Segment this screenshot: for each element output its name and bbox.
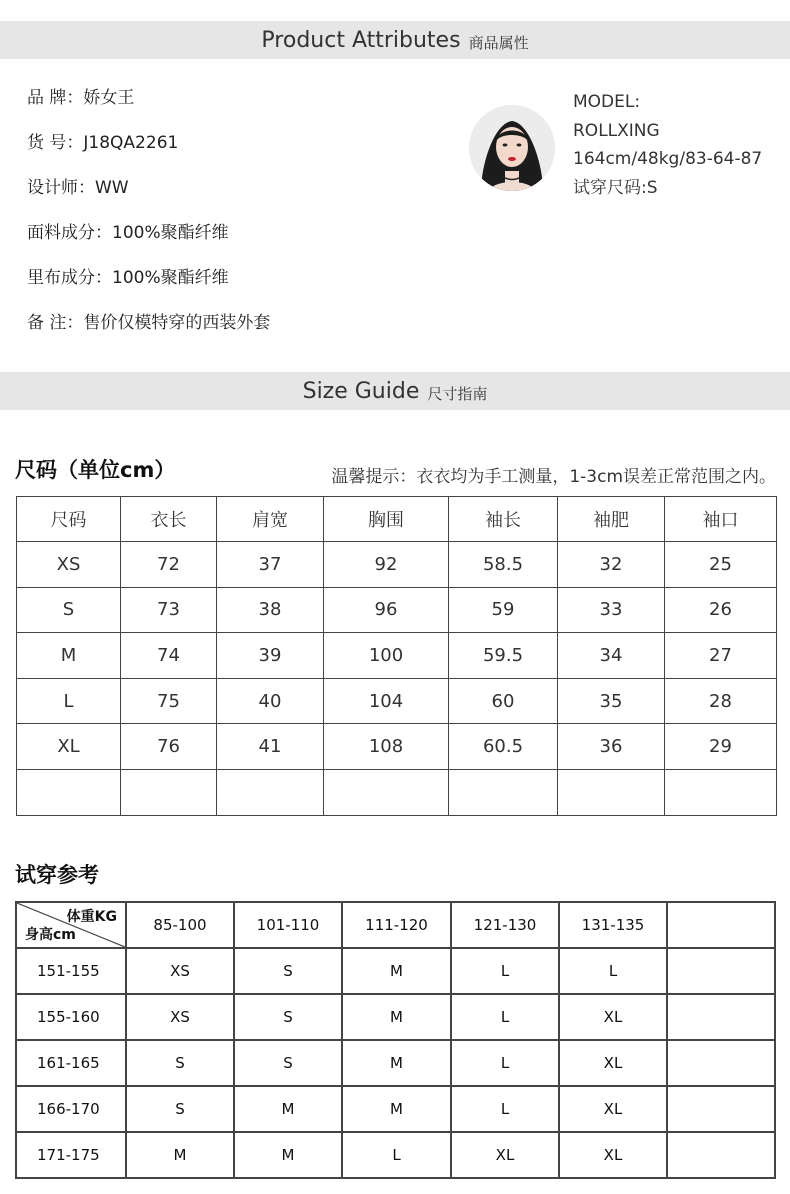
size-chart-title: 尺码（单位cm） [15, 458, 176, 482]
fit-size-cell: L [451, 994, 559, 1040]
fit-row [16, 1040, 775, 1086]
size-cell: 37 [217, 542, 324, 588]
fit-size-cell: XL [559, 994, 667, 1040]
size-cell: 59 [449, 587, 558, 633]
size-cell: 59.5 [449, 633, 558, 679]
size-cell: 60.5 [449, 724, 558, 770]
size-cell: 40 [217, 678, 324, 724]
fit-size-cell: M [342, 994, 451, 1040]
size-cell [121, 769, 217, 815]
fit-size-cell: M [342, 1040, 451, 1086]
fit-reference-table [15, 901, 776, 1179]
attribute-brand: 品 牌：娇女王 [27, 88, 135, 108]
fit-size-cell: L [451, 948, 559, 994]
height-axis-label: 身高cm [25, 927, 76, 943]
fit-row [16, 1132, 775, 1178]
size-chart-table [16, 496, 777, 816]
size-cell: 27 [665, 633, 777, 679]
size-cell [558, 769, 665, 815]
size-cell: 58.5 [449, 542, 558, 588]
size-cell: 76 [121, 724, 217, 770]
model-label: MODEL: [573, 92, 641, 112]
size-header-cell: 袖肥 [558, 497, 665, 542]
fit-size-cell [667, 1132, 775, 1178]
size-cell: 72 [121, 542, 217, 588]
size-row [17, 542, 777, 588]
fit-size-cell: S [234, 994, 342, 1040]
banner-title-en: Size Guide [302, 378, 420, 404]
banner-title-cn: 尺寸指南 [427, 384, 488, 403]
fit-size-cell: M [126, 1132, 234, 1178]
size-row [17, 724, 777, 770]
model-fit-size: 试穿尺码:S [573, 177, 658, 198]
measurement-tip: 温馨提示：衣衣均为手工测量，1-3cm误差正常范围之内。 [331, 467, 776, 487]
attribute-designer: 设计师：WW [27, 178, 129, 198]
attribute-note: 备 注：售价仅模特穿的西装外套 [27, 313, 271, 333]
fit-size-cell: XL [451, 1132, 559, 1178]
fit-height-cell: 166-170 [16, 1086, 126, 1132]
fit-size-cell: M [342, 1086, 451, 1132]
fit-row [16, 948, 775, 994]
size-row [17, 587, 777, 633]
fit-weight-header [667, 902, 775, 948]
size-cell: 33 [558, 587, 665, 633]
attribute-fabric: 面料成分：100%聚酯纤维 [27, 223, 229, 243]
size-cell: XS [17, 542, 121, 588]
fit-height-cell: 161-165 [16, 1040, 126, 1086]
size-row [17, 769, 777, 815]
size-header-cell: 袖长 [449, 497, 558, 542]
fit-weight-header: 111-120 [342, 902, 451, 948]
fit-size-cell [667, 1040, 775, 1086]
fit-size-cell: M [342, 948, 451, 994]
size-cell: 41 [217, 724, 324, 770]
size-cell: L [17, 678, 121, 724]
fit-size-cell: L [451, 1086, 559, 1132]
size-header-cell: 袖口 [665, 497, 777, 542]
fit-height-cell: 151-155 [16, 948, 126, 994]
size-cell [324, 769, 449, 815]
fit-weight-header: 101-110 [234, 902, 342, 948]
size-header-cell: 肩宽 [217, 497, 324, 542]
fit-corner-cell [16, 902, 126, 948]
fit-row [16, 1086, 775, 1132]
size-cell: 60 [449, 678, 558, 724]
size-guide-banner [0, 372, 790, 410]
fit-size-cell: S [234, 948, 342, 994]
size-cell: 100 [324, 633, 449, 679]
fit-size-cell: S [234, 1040, 342, 1086]
size-cell: 75 [121, 678, 217, 724]
fit-height-cell: 171-175 [16, 1132, 126, 1178]
fit-size-cell: S [126, 1086, 234, 1132]
size-cell: 26 [665, 587, 777, 633]
fit-reference-title: 试穿参考 [15, 863, 99, 887]
banner-title-cn: 商品属性 [468, 33, 529, 52]
size-cell: 92 [324, 542, 449, 588]
size-cell: 32 [558, 542, 665, 588]
size-cell: 36 [558, 724, 665, 770]
size-cell [217, 769, 324, 815]
attribute-item-number: 货 号：J18QA2261 [27, 133, 179, 153]
fit-size-cell: XL [559, 1086, 667, 1132]
fit-size-cell: XL [559, 1040, 667, 1086]
fit-size-cell [667, 948, 775, 994]
size-cell: 108 [324, 724, 449, 770]
fit-size-cell [667, 1086, 775, 1132]
model-measurements: 164cm/48kg/83-64-87 [573, 149, 763, 170]
fit-weight-header: 121-130 [451, 902, 559, 948]
size-cell: 96 [324, 587, 449, 633]
size-header-cell: 衣长 [121, 497, 217, 542]
fit-size-cell: M [234, 1086, 342, 1132]
fit-size-cell: XL [559, 1132, 667, 1178]
size-cell: M [17, 633, 121, 679]
fit-size-cell: L [342, 1132, 451, 1178]
fit-size-cell: S [126, 1040, 234, 1086]
fit-size-cell: XS [126, 948, 234, 994]
fit-weight-header: 85-100 [126, 902, 234, 948]
size-cell: 29 [665, 724, 777, 770]
product-attributes-banner [0, 21, 790, 59]
size-cell: 38 [217, 587, 324, 633]
size-cell: 104 [324, 678, 449, 724]
fit-size-cell [667, 994, 775, 1040]
fit-height-cell: 155-160 [16, 994, 126, 1040]
fit-header-row [16, 902, 775, 948]
size-cell: 28 [665, 678, 777, 724]
weight-axis-label: 体重KG [66, 909, 117, 925]
size-header-cell: 胸围 [324, 497, 449, 542]
size-cell: 25 [665, 542, 777, 588]
size-row [17, 633, 777, 679]
size-cell: 34 [558, 633, 665, 679]
size-row [17, 678, 777, 724]
fit-row [16, 994, 775, 1040]
fit-size-cell: M [234, 1132, 342, 1178]
size-cell [17, 769, 121, 815]
model-avatar [469, 105, 555, 191]
size-cell: 74 [121, 633, 217, 679]
attribute-lining: 里布成分：100%聚酯纤维 [27, 268, 229, 288]
fit-size-cell: XS [126, 994, 234, 1040]
fit-size-cell: L [559, 948, 667, 994]
fit-size-cell: L [451, 1040, 559, 1086]
model-name: ROLLXING [573, 120, 660, 141]
size-cell: 73 [121, 587, 217, 633]
size-cell: XL [17, 724, 121, 770]
fit-weight-header: 131-135 [559, 902, 667, 948]
attribute-list [27, 86, 270, 356]
size-cell [449, 769, 558, 815]
size-header-cell: 尺码 [17, 497, 121, 542]
size-cell: 39 [217, 633, 324, 679]
size-cell [665, 769, 777, 815]
model-info [573, 88, 762, 202]
size-cell: S [17, 587, 121, 633]
size-header-row [17, 497, 777, 542]
banner-title-en: Product Attributes [261, 27, 461, 53]
size-cell: 35 [558, 678, 665, 724]
